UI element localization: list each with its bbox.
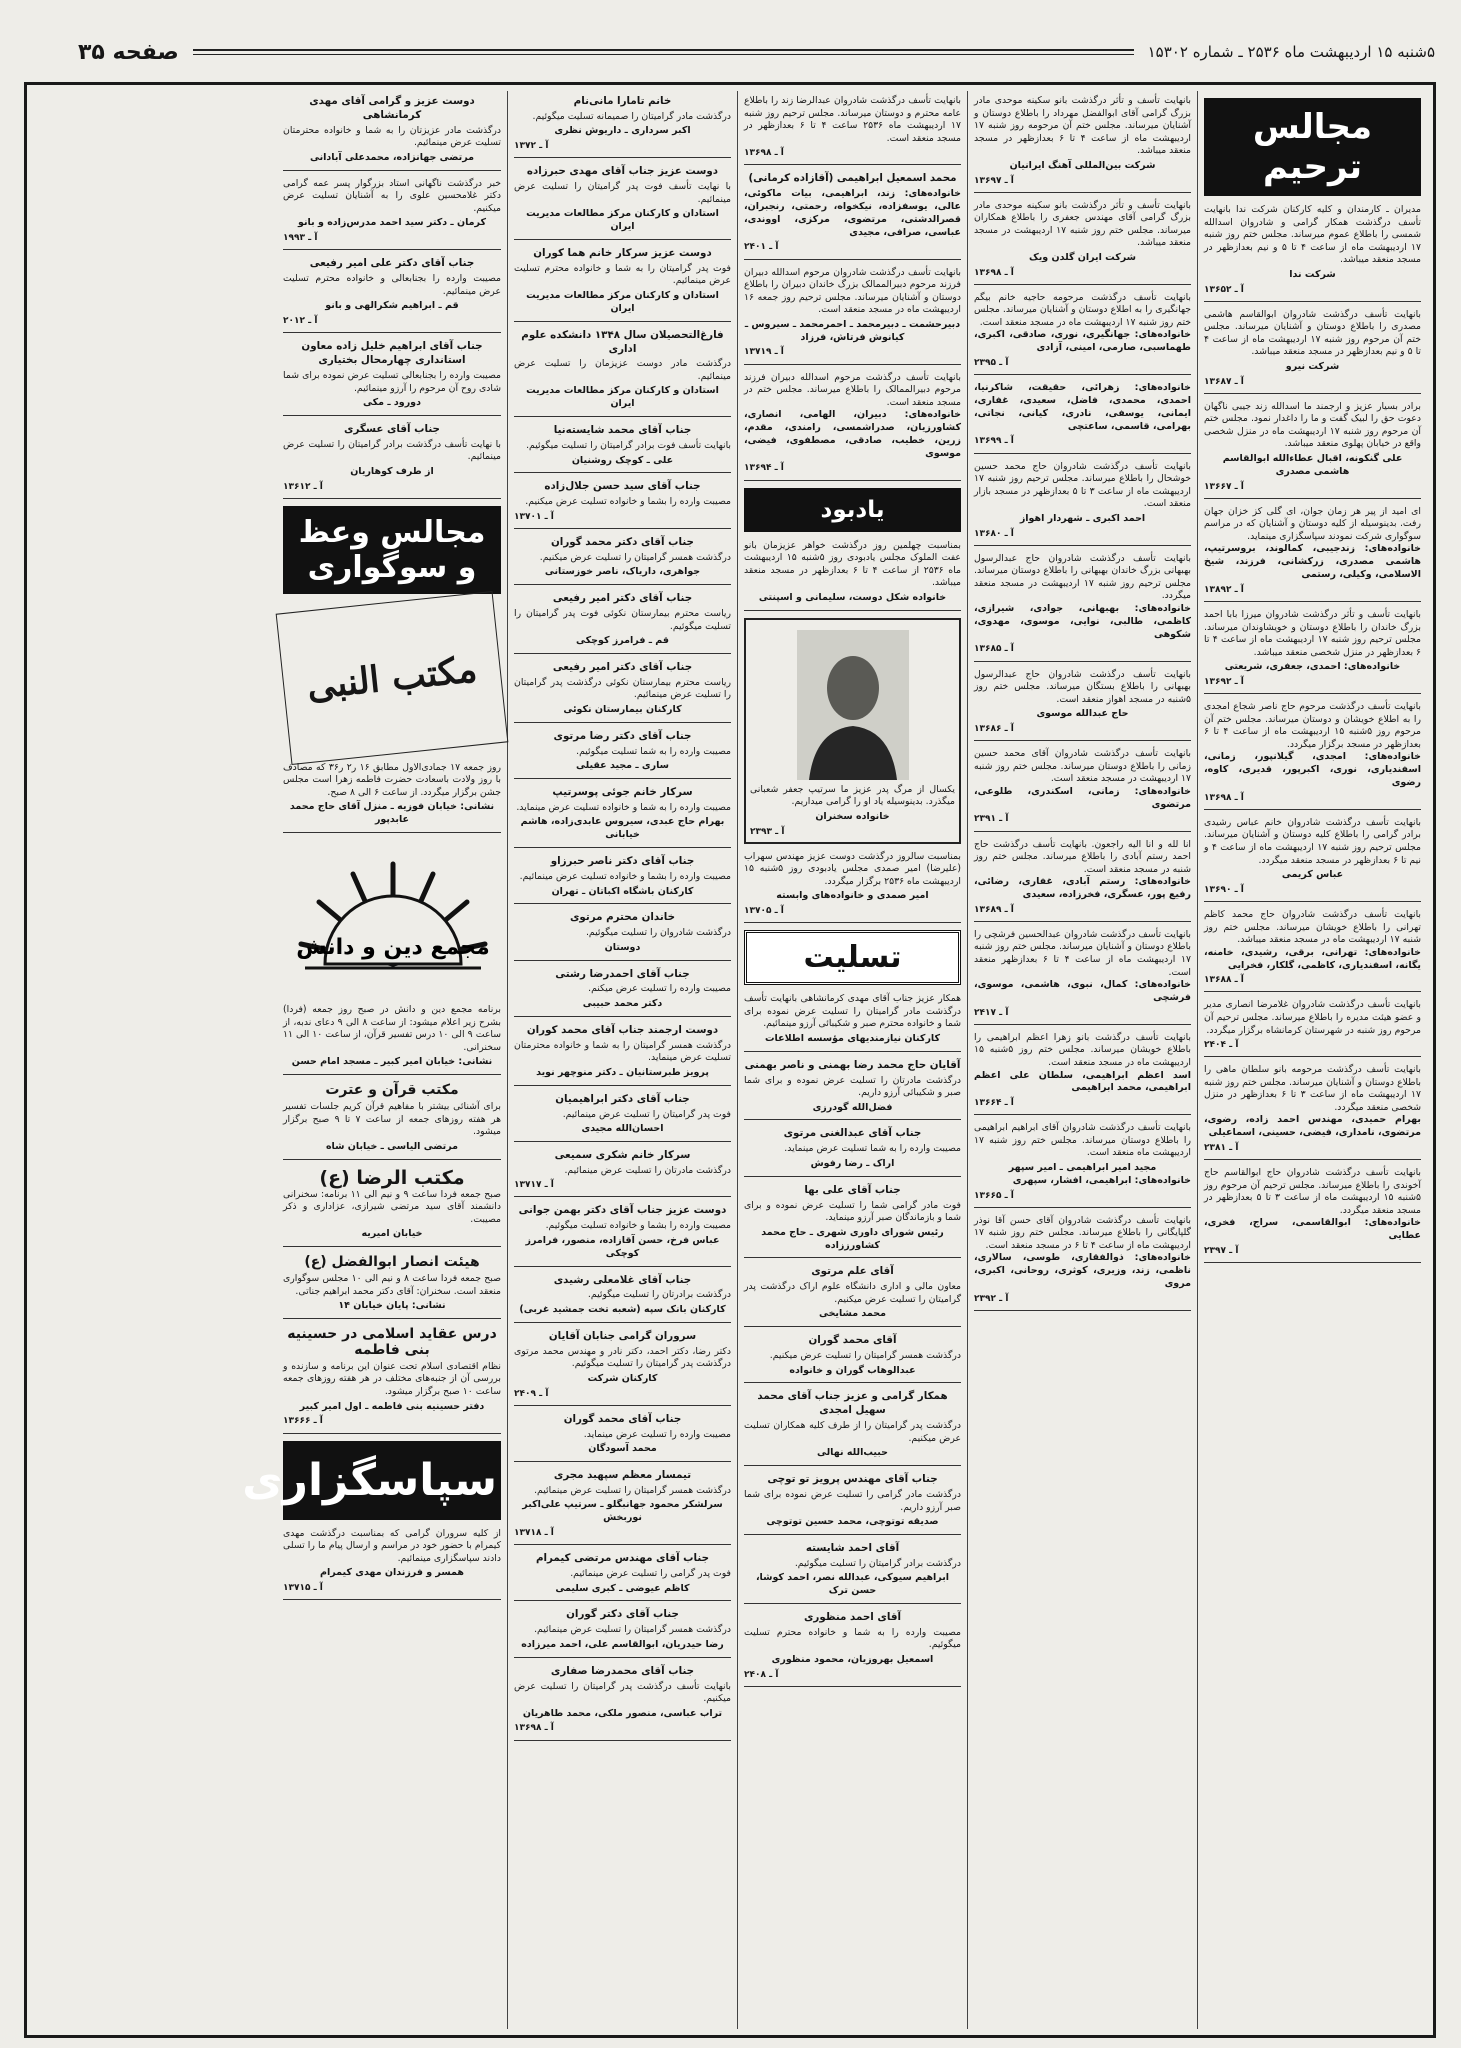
notice: آقای احمد شایسته درگذشت برادر گرامیتان را تسلیت میگوئیم. ابراهیم سیوکی، عبدالله نصر، احمد کوشا، حسن ترک <box>744 1542 961 1604</box>
notice: دوست عزیز جناب آقای مهدی حبرزاده با نهایت تأسف فوت پدر گرامیتان را تسلیت عرض مینمائیم. استادان و کارکنان مرکز مطالعات مدیریت ایران <box>514 165 731 240</box>
notice: سرکار خانم شکری سمیعی درگذشت مادرتان را تسلیت عرض مینمائیم. آ ـ ۱۳۷۱۷ <box>514 1149 731 1198</box>
notice: بانهایت تأسف درگذشت شادروان غلامرضا انصاری مدیر و عضو هیئت مدیره را باطلاع میرساند. مجلس ترحیم آن مرحوم روز شنبه در شهرستان کرمانشاه برگزار میگردد. آ ـ ۲۴۰۴ <box>1204 999 1421 1057</box>
notice: جناب آقای عبدالغنی مرتوی مصیبت وارده را به شما تسلیت عرض مینماید. اراک ـ رضا رفوش <box>744 1127 961 1176</box>
subheading: هیئت انصار ابوالفضل (ع) <box>304 1254 480 1271</box>
notice: جناب آقای دکتر محمد گوران درگذشت همسر گرامیتان را تسلیت عرض میکنیم. جواهری، داریاک، ناصر خوزستانی <box>514 536 731 585</box>
notice: آقای احمد منظوری مصیبت وارده را به شما و خانواده محترم تسلیت میگوئیم. اسمعیل بهروزیان، محمود منظوری آ ـ ۲۴۰۸ <box>744 1611 961 1687</box>
notice: جناب آقای عسگری با نهایت تأسف درگذشت برادر گرامیتان را تسلیت عرض مینمائیم. از طرف کوهاریان آ ـ ۱۳۶۱۲ <box>283 423 501 499</box>
column-3 <box>737 91 967 2029</box>
page-header <box>78 30 1435 74</box>
notice: جناب آقای دکتر امیر رفیعی ریاست محترم بیمارستان نکوئی درگذشت پدر گرامیتان را تسلیت عرض مینمائیم. کارکنان بیمارستان نکوئی <box>514 661 731 723</box>
notice: جناب آقای محمد شایسته‌نیا بانهایت تأسف فوت برادر گرامیتان را تسلیت میگوئیم. علی ـ کوچک روشنیان <box>514 424 731 473</box>
column-1 <box>1197 91 1427 2029</box>
notice: جناب آقای دکتر رضا مرتوی مصیبت وارده را به شما تسلیت میگوئیم. ساری ـ مجید عقیلی <box>514 730 731 779</box>
portrait-photo <box>797 630 909 780</box>
notice: بانهایت تأسف درگذشت شادروان آقای حسن آقا نوذر گلپایگانی را باطلاع میرساند. مجلس ختم روز شنبه ۱۷ اردیبهشت ماه از ساعت ۴ تا ۶ در مسجد منعقد است. خانواده‌های: ذوالفقاری، طوسی، سالاری، ناظمی، زند، وزیری، کوثری، روحانی، اکبری، مروی آ ـ ۲۳۹۲ <box>974 1215 1191 1311</box>
notice: بانهایت تأسف و تأثر درگذشت بانو سکینه موحدی مادر بزرگ گرامی آقای مهندس جعفری را باطلاع همکاران میرساند. مجلس ختم روز شنبه ۱۷ اردیبهشت در مسجد منعقد میباشد. شرکت ایران گلدن ویک آ ـ ۱۳۶۹۸ <box>974 200 1191 285</box>
notice: بانهایت تأسف درگذشت بانو زهرا اعظم ابراهیمی را باطلاع خویشان میرساند. مجلس ختم روز ۵شنبه ۱۵ اردیبهشت ماه در مسجد منعقد است. اسد اعظم ابراهیمی، سلطان علی اعظم ابراهیمی، محمد ابراهیمی آ ـ ۱۳۶۶۴ <box>974 1032 1191 1115</box>
notice: دوست عزیز جناب آقای دکتر بهمن جوانی مصیبت وارده را بشما و خانواده تسلیت میگوئیم. عباس فرخ، حسن آقازاده، منصور، فرامرز کوچکی <box>514 1204 731 1266</box>
notice: بانهایت تأسف درگذشت مرحوم اسدالله دبیران فرزند مرحوم دبیرالممالک را باطلاع میرساند. مجلس ختم در مسجد منعقد است. خانواده‌های: دبیران، الهامی، انصاری، کشاورزیان، صدراشمسی، رامندی، مقدم، زرین، خطیب، صادقی، مصطفوی، فیضی، موسوی آ ـ ۱۳۶۹۴ <box>744 372 961 481</box>
notice: فارغ‌التحصیلان سال ۱۳۴۸ دانشکده علوم اداری درگذشت مادر دوست عزیزمان را تسلیت عرض مینمائیم. استادان و کارکنان مرکز مطالعات مدیریت ایران <box>514 329 731 418</box>
notice: آقای محمد گوران درگذشت همسر گرامیتان را تسلیت عرض میکنیم. عبدالوهاب گوران و خانواده <box>744 1334 961 1383</box>
notice: انا لله و انا الیه راجعون. بانهایت تأسف درگذشت حاج احمد رستم آبادی را باطلاع میرساند. مجلس ختم روز شنبه در مسجد منعقد است. خانواده‌های: رستم آبادی، غفاری، رضائی، رفیع پور، عسگری، فخرزاده، سعیدی آ ـ ۱۳۶۸۹ <box>974 839 1191 922</box>
notice: محمد اسمعیل ابراهیمی (آقازاده کرمانی) خانواده‌های: زند، ابراهیمی، بیات ماکوئی، عالی، یوسفزاده، نیکخواه، رحمتی، رنجبران، قصرالدشتی، مرتضوی، مرکزی، اووندی، عباسی، صرافی، مجیدی آ ـ ۲۴۰۱ <box>744 172 961 259</box>
notice: بانهایت تأسف درگذشت شادروان آقای محمد حسین زمانی را باطلاع دوستان میرساند. مجلس ختم روز شنبه ۱۷ اردیبهشت در مسجد منعقد است. خانواده‌های: زمانی، اسکندری، طلوعی، مرتضوی آ ـ ۲۳۹۱ <box>974 748 1191 831</box>
notice: بانهایت تأسف درگذشت مرحومه بانو سلطان ماهی را باطلاع دوستان و آشنایان میرساند. مجلس ختم روز شنبه ۱۷ اردیبهشت ماه از ساعت ۳ تا ۶ بعدازظهر در منزل شخصی منعقد میگردد. بهرام حمیدی، مهندس احمد زاده، رضوی، مرتضوی، نامداری، فیضی، حسینی، اسماعیلی آ ـ ۲۳۸۱ <box>1204 1064 1421 1160</box>
notice: خبر درگذشت ناگهانی استاد بزرگوار پسر عمه گرامی دکتر غلامحسین علوی را به آشنایان تسلیت عرض میکنیم. کرمان ـ دکتر سید احمد مدرس‌زاده و بانو آ ـ ۱۹۹۳ <box>283 178 501 251</box>
notice: مدیران ـ کارمندان و کلیه کارکنان شرکت ندا بانهایت تأسف درگذشت همکار گرامی و شادروان اسدالله شمسی را باطلاع عموم میرساند. مجلس ختم روز شنبه ۱۷ اردیبهشت ماه از ساعت ۴ تا ۵ و نیم بعدازظهر در مسجد منعقد میباشد. شرکت ندا آ ـ ۱۳۶۵۲ <box>1204 204 1421 302</box>
page-number: صفحه ۳۵ <box>78 39 179 65</box>
notice: جناب آقای دکتر ناصر حبرزاو مصیبت وارده را بشما و خانواده تسلیت عرض مینمائیم. کارکنان باشگاه اکباتان ـ تهران <box>514 855 731 904</box>
section-banner-majales-tarhim: مجالس ترحیم <box>1204 98 1421 196</box>
notice: بمناسبت سالروز درگذشت دوست عزیز مهندس سهراب (علیرضا) امیر صمدی مجلس یادبودی روز ۵شنبه ۱۵ اردیبهشت ماه ۲۵۳۶ برگزار میگردد. امیر صمدی و خانواده‌های وابسته آ ـ ۱۳۷۰۵ <box>744 851 961 924</box>
subheading: مکتب الرضا (ع) <box>319 1166 465 1189</box>
notice: نظام اقتصادی اسلام تحت عنوان این برنامه و سازنده و بررسی آن از جنبه‌های مختلف در هر هفته روزهای جمعه ساعت ۱۰ صبح برگزار میشود. دفتر حسینیه بنی فاطمه ـ اول امیر کبیر آ ـ ۱۳۶۶۶ <box>283 1361 501 1434</box>
notice: روز جمعه ۱۷ جمادی‌الاول مطابق ۱۶ ر۲ ر۳۶ که مصادف با روز ولادت باسعادت حضرت فاطمه زهرا است مجلس جشن برگزار میگردد. از ساعت ۶ الی ۸ صبح. نشانی: خیابان فوزیه ـ منزل آقای حاج محمد عابدپور <box>283 762 501 833</box>
notice: سرکار خانم جوئی پوسرتیپ مصیبت وارده را به شما و خانواده تسلیت عرض مینماید. بهرام حاج عبدی، سیروس عابدی‌زاده، هاشم خیابانی <box>514 786 731 848</box>
notice: ای امید از پیر هر زمان جوان، ای گلی کز خزان جهان رفت. بدینوسیله از کلیه دوستان و آشنایان که در مراسم سوگواری شرکت نمودند سپاسگزاری مینماید. خانواده‌های: زندجیبی، کمالوند، بروسرتیپ، هاشمی مصدری، زرکشانی، فرزند، شیخ الاسلامی، وکیلی، رستمی آ ـ ۱۳۸۹۲ <box>1204 506 1421 602</box>
notice: جناب آقای سید حسن جلال‌زاده مصیبت وارده را بشما و خانواده تسلیت عرض میکنیم. آ ـ ۱۳۷۰۱ <box>514 480 731 529</box>
memorial-photo-notice: یکسال از مرگ پدر عزیز ما سرتیپ جعفر شعبانی میگذرد. بدینوسیله یاد او را گرامی میداریم. خانواده سخنران آ ـ ۲۳۹۳ <box>744 618 961 844</box>
notice: از کلیه سروران گرامی که بمناسبت درگذشت مهدی کیمرام با حضور خود در مراسم و ارسال پیام ما را تسلی دادند سپاسگزاری مینمائیم. همسر و فرزندان مهدی کیمرام آ ـ ۱۳۷۱۵ <box>283 1528 501 1601</box>
notice: دوست ارجمند جناب آقای محمد کوران درگذشت همسر گرامیتان را به شما و خانواده محترمتان تسلیت عرض مینماید. پرویز طبرستانیان ـ دکتر منوچهر نوید <box>514 1024 731 1086</box>
page-frame <box>24 82 1436 2038</box>
notice: بانهایت تأسف درگذشت شادروان آقای ابراهیم ابراهیمی را باطلاع دوستان میرساند. مجلس ختم روز شنبه ۱۷ اردیبهشت ماه منعقد است. مجید امیر ابراهیمی ـ امیر سپهر خانواده‌های: ابراهیمی، افشار، سپهری آ ـ ۱۳۶۶۵ <box>974 1122 1191 1207</box>
notice: جناب آقای مهندس مرتضی کیمرام فوت پدر گرامی را تسلیت عرض مینمائیم. کاظم عیوضی ـ کبری سلیمی <box>514 1552 731 1601</box>
notice: بانهایت تأسف درگذشت شادروان ابوالقاسم هاشمی مصدری را باطلاع دوستان و آشنایان میرساند. مجلس ختم آن مرحوم روز شنبه ۱۷ اردیبهشت ماه از ساعت ۴ تا ۵ و نیم بعدازظهر در مسجد منعقد میباشد. شرکت نیرو آ ـ ۱۳۶۸۷ <box>1204 309 1421 394</box>
notice: برادر بسیار عزیز و ارجمند ما اسدالله زند جیبی ناگهان دعوت حق را لبیک گفت و ما را داغدار نمود. مجلس ختم آن مرحوم روز شنبه ۱۷ اردیبهشت ماه در منزل شخصی واقع در خیابان پهلوی منعقد میباشد. علی گنکونه، اقبال عطاءالله ابوالقاسم هاشمی مصدری آ ـ ۱۳۶۶۷ <box>1204 401 1421 499</box>
notice: دوست عزیز سرکار خانم هما کوران فوت پدر گرامیتان را به شما و خانواده محترم تسلیت عرض مینمائیم. استادان و کارکنان مرکز مطالعات مدیریت ایران <box>514 247 731 322</box>
notice: تیمسار معظم سپهبد مجری درگذشت همسر گرامیتان را تسلیت عرض مینمائیم. سرلشکر محمود جهانبگلو ـ سرتیپ علی‌اکبر نوربخش آ ـ ۱۳۷۱۸ <box>514 1469 731 1545</box>
notice: بانهایت تأسف و تأثر درگذشت بانو سکینه موحدی مادر بزرگ گرامی آقای ابوالفضل مهرداد را باطلاع دوستان و آشنایان میرساند. مجلس ختم آن مرحومه روز شنبه ۱۷ اردیبهشت ماه از ساعت ۴ تا ۶ بعدازظهر در مسجد منعقد میباشد. شرکت بین‌المللی آهنگ ایرانیان آ ـ ۱۳۶۹۷ <box>974 95 1191 193</box>
notice: جناب آقای علی بها فوت مادر گرامی شما را تسلیت عرض نموده و برای شما و بازماندگان صبر آرزو مینماید. رئیس شورای داوری شهری ـ حاج محمد کشاورززاده <box>744 1184 961 1259</box>
notice: بانهایت تأسف درگذشت مرحومه حاجیه خانم بیگم جهانگیری را به اطلاع دوستان و آشنایان میرساند. مجلس ختم روز شنبه ۱۷ اردیبهشت ماه در مسجد منعقد است. خانواده‌های: جهانگیری، نوری، صادقی، اکبری، طهماسبی، صارمی، امینی، آزادی آ ـ ۲۳۹۵ <box>974 292 1191 375</box>
emblem-title: مجمع دین و دانش <box>296 935 490 961</box>
column-5 <box>242 91 507 2029</box>
notice: جناب آقای دکتر علی امیر رفیعی مصیبت وارده را بجنابعالی و خانواده محترم تسلیت عرض مینمائیم. قم ـ ابراهیم شکرالهی و بانو آ ـ ۲۰۱۲ <box>283 257 501 333</box>
notice: جناب آقای محمدرضا صفاری بانهایت تأسف درگذشت پدر گرامیتان را تسلیت عرض میکنیم. تراب عباسی، منصور ملکی، محمد طاهریان آ ـ ۱۳۶۹۸ <box>514 1665 731 1741</box>
notice: بانهایت تأسف درگذشت شادروان عبدالحسین فرشچی را باطلاع دوستان و آشنایان میرساند. مجلس ختم روز شنبه ۱۷ اردیبهشت ماه از ساعت ۴ تا ۶ بعدازظهر منعقد است. خانواده‌های: کمال، نبوی، هاشمی، موسوی، فرشچی آ ـ ۲۴۱۷ <box>974 929 1191 1025</box>
column-4 <box>507 91 737 2029</box>
notice: بانهایت تأسف درگذشت شادروان عبدالرضا زند را باطلاع عامه محترم و دوستان میرساند. مجلس ترحیم روز شنبه ۱۷ اردیبهشت ماه ۲۵۳۶ ساعت ۴ تا ۶ بعدازظهر در مسجد منعقد است. آ ـ ۱۳۶۹۸ <box>744 95 961 165</box>
notice: بانهایت تأسف درگذشت شادروان حاج ابوالقاسم حاج آخوندی را باطلاع میرساند. مجلس ترحیم آن مرحوم روز ۵شنبه ۱۵ اردیبهشت ماه از ساعت ۳ تا ۵ بعدازظهر در مسجد منعقد میگردد. خانواده‌های: ابوالقاسمی، سراج، فخری، عطایی آ ـ ۲۳۹۷ <box>1204 1167 1421 1263</box>
notice: بانهایت تأسف درگذشت شادروان مرحوم اسدالله دبیران فرزند مرحوم دبیرالممالک بزرگ خاندان دبیران را باطلاع دوستان و آشنایان میرساند. مجلس ترحیم روز جمعه ۱۶ اردیبهشت ماه در مسجد منعقد است. دبیرحشمت ـ دبیرمحمد ـ احمرمحمد ـ سیروس ـ کیانوش فرتاش، فرزاد آ ـ ۱۳۷۱۹ <box>744 267 961 365</box>
notice: جناب آقای ابراهیم خلیل‌ زاده معاون استانداری چهارمحال بختیاری مصیبت وارده را بجنابعالی تسلیت عرض نموده برای شما شادی روح آن مرحوم را آرزو مینمائیم. دورود ـ مکی <box>283 340 501 416</box>
notice: بانهایت تأسف درگذشت شادروان خانم عباس رشیدی برادر گرامی را باطلاع کلیه دوستان و آشنایان میرساند. مجلس ترحیم روز شنبه ۱۷ اردیبهشت ماه از ساعت ۴ و نیم تا ۶ بعدازظهر در مسجد منعقد میگردد. عباس کریمی آ ـ ۱۳۶۹۰ <box>1204 817 1421 902</box>
notice: بانهایت تأسف درگذشت شادروان حاج عبدالرسول بهبهانی بزرگ خاندان بهبهانی را باطلاع دوستان میرساند. مجلس ترحیم روز شنبه ۱۷ اردیبهشت در مسجد منعقد میگردد. خانواده‌های: بهبهانی، جوادی، شیرازی، کاظمی، طالبی، نوایی، موسوی، مهدوی، شکوهی آ ـ ۱۳۶۸۵ <box>974 553 1191 662</box>
calligraphy-logo: مکتب النبی <box>276 591 509 765</box>
section-banner-yadbood: یادبود <box>744 488 961 532</box>
section-banner-sepasgozari: سپاسگزاری <box>283 1441 501 1520</box>
notice: دوست عزیز و گرامی آقای مهدی کرمانشاهی درگذشت مادر عزیزتان را به شما و خانواده محترمتان تسلیت عرض مینمائیم. مرتضی جهانزاده، محمدعلی آبادانی <box>283 95 501 171</box>
section-banner-vaz-sogvari: مجالس وعظ و سوگواری <box>283 506 501 594</box>
notice: بانهایت تأسف درگذشت شادروان حاج محمد کاظم تهرانی را باطلاع خویشان میرساند. مجلس ختم روز شنبه ۱۷ اردیبهشت ماه در مسجد منعقد میباشد. خانواده‌های: تهرانی، برقی، رشیدی، خامنه، یگانه، اسفندیاری، کاظمی، گلکار، فخرایی آ ـ ۱۳۶۸۸ <box>1204 909 1421 992</box>
notice: جناب آقای دکتر امیر رفیعی ریاست محترم بیمارستان نکوئی فوت پدر گرامیتان را تسلیت میگوئیم. قم ـ فرامرز کوچکی <box>514 592 731 654</box>
notice: جناب آقای دکتر گوران درگذشت همسر گرامیتان را تسلیت عرض مینمائیم. رضا حیدریان، ابوالقاسم علی، احمد میرزاده <box>514 1608 731 1657</box>
notice: آقایان حاج محمد رضا بهمنی و ناصر بهمنی درگذشت مادرتان را تسلیت عرض نموده و برای شما صبر و شکیبائی آرزو داریم. فضل‌الله گودرزی <box>744 1059 961 1121</box>
notice: سروران گرامی جنابان آقایان دکتر رضا، دکتر احمد، دکتر نادر و مهندس محمد مرتوی درگذشت پدر گرامیتان را تسلیت میگوئیم. کارکنان شرکت آ ـ ۲۴۰۹ <box>514 1330 731 1406</box>
notice: خاندان محترم مرتوی درگذشت شادروان را تسلیت میگوئیم. دوستان <box>514 911 731 960</box>
notice: بانهایت تأسف درگذشت شادروان حاج عبدالرسول بهبهانی را باطلاع بستگان میرساند. مجلس ختم روز ۵شنبه در مسجد اهواز منعقد است. حاج عبدالله موسوی آ ـ ۱۳۶۸۶ <box>974 669 1191 742</box>
header-rule <box>193 49 1134 55</box>
notice: بانهایت تأسف درگذشت شادروان حاج محمد حسین خوشحال را باطلاع میرساند. مجلس ترحیم روز شنبه ۱۷ اردیبهشت ماه از ساعت ۳ تا ۵ بعدازظهر در مسجد بازار منعقد است. احمد اکبری ـ شهردار اهواز آ ـ ۱۳۶۸۰ <box>974 461 1191 546</box>
section-banner-tasliat: تسلیت <box>744 930 961 985</box>
issue-date: ۵شنبه ۱۵ اردیبهشت ماه ۲۵۳۶ ـ شماره ۱۵۳۰۲ <box>1147 43 1435 61</box>
notice: برنامه مجمع دین و دانش در صبح روز جمعه (فردا) بشرح زیر اعلام میشود: از ساعت ۸ الی ۹ دعای ندبه، از ساعت ۹ الی ۱۰ درس تفسیر قرآن، از ساعت ۱۰ الی ۱۱ سخنرانی. نشانی: خیابان امیر کبیر ـ مسجد امام حسن <box>283 1004 501 1075</box>
notice: خانم تامارا مانی‌نام درگذشت مادر گرامیتان را صمیمانه تسلیت میگوئیم. اکبر سرداری ـ داریوش نظری آ ـ ۱۳۷۲ <box>514 95 731 158</box>
notice: برای آشنائی بیشتر با مفاهیم قرآن کریم جلسات تفسیر هر هفته روزهای جمعه از ساعت ۷ تا ۹ صبح برگزار میشود. مرتضی الیاسی ـ خیابان شاه <box>283 1101 501 1159</box>
subheading: مکتب قرآن و عترت <box>325 1082 459 1099</box>
notice: همکار گرامی و عزیز جناب آقای محمد سهیل امجدی درگذشت پدر گرامیتان را از طرف کلیه همکاران تسلیت عرض میکنیم. حبیب‌الله نهالی <box>744 1390 961 1466</box>
notice: همکار عزیز جناب آقای مهدی کرمانشاهی بانهایت تأسف درگذشت مادر گرامیتان را تسلیت عرض نموده برای شما و خانواده محترم صبر و شکیبائی آرزو مینمائیم. کارکنان نیازمندیهای مؤسسه اطلاعات <box>744 993 961 1051</box>
notice: بمناسبت چهلمین روز درگذشت خواهر عزیزمان بانو عفت الملوک مجلس یادبودی روز ۵شنبه ۱۵ اردیبهشت ماه ۲۵۳۶ از ساعت ۴ تا ۶ بعدازظهر در مسجد منعقد میباشد. خانواده شکل دوست، سلیمانی و اسپنتی <box>744 540 961 611</box>
column-2 <box>967 91 1197 2029</box>
notice: بانهایت تأسف و تأثر درگذشت شادروان میرزا بابا احمد بزرگ خاندان را باطلاع دوستان و خویشاوندان میرساند. مجلس ترحیم روز شنبه ۱۷ اردیبهشت ماه از ساعت ۴ تا ۶ بعدازظهر در منزل شخصی منعقد میباشد. خانواده‌های: احمدی، جعفری، شریعتی آ ـ ۱۳۶۹۲ <box>1204 609 1421 694</box>
notice: بانهایت تأسف درگذشت مرحوم حاج ناصر شجاع امجدی را به اطلاع خویشان و دوستان میرساند. مجلس ختم آن مرحوم روز ۵شنبه ۱۵ اردیبهشت ماه از ساعت ۴ تا ۶ بعدازظهر در مسجد برگزار میگردد. خانواده‌های: امجدی، گیلانپور، زمانی، اسفندیاری، نوری، اکبرپور، قدیری، کاوه، رضوی آ ـ ۱۳۶۹۸ <box>1204 701 1421 810</box>
notice: صبح جمعه فردا ساعت ۸ و نیم الی ۱۰ مجلس سوگواری منعقد است. سخنران: آقای دکتر محمد ابراهیم جناتی. نشانی: پایان خیابان ۱۴ <box>283 1273 501 1319</box>
notice: جناب آقای غلامعلی رشیدی درگذشت برادرتان را تسلیت میگوئیم. کارکنان بانک سپه (شعبه تخت جمشید غربی) <box>514 1274 731 1323</box>
subheading: درس عقاید اسلامی در حسینیه بنی فاطمه <box>287 1325 497 1358</box>
notice: جناب آقای دکتر ابراهیمیان فوت پدر گرامیتان را تسلیت عرض مینمائیم. احسان‌الله مجیدی <box>514 1093 731 1142</box>
notice: صبح جمعه فردا ساعت ۹ و نیم الی ۱۱ برنامه: سخنرانی دانشمند آقای سید مرتضی شیرازی، عزاداری و ذکر مصیبت. خیابان امیریه <box>283 1189 501 1247</box>
notice: خانواده‌های: زهرائی، حقیقت، شاکرنیا، احمدی، محمدی، فاضل، سعیدی، غفاری، ایمانی، یوسفی، نادری، کیانی، نجاتی، بهرامی، قاسمی، ساعتچی آ ـ ۱۳۶۹۹ <box>974 382 1191 453</box>
notice: آقای علم مرتوی معاون مالی و اداری دانشگاه علوم اراک درگذشت پدر گرامیتان را تسلیت عرض میکنیم. محمد مشایخی <box>744 1265 961 1327</box>
notice: جناب آقای احمدرضا رشتی مصیبت وارده را تسلیت عرض میکنم. دکتر محمد حبیبی <box>514 968 731 1017</box>
sunburst-emblem <box>285 844 501 994</box>
notice: جناب آقای محمد گوران مصیبت وارده را تسلیت عرض مینماید. محمد آسودگان <box>514 1413 731 1462</box>
notice: جناب آقای مهندس پرویز تو توچی درگذشت مادر گرامی را تسلیت عرض نموده برای شما صبر آرزو داریم. صدیقه توتوچی، محمد حسین توتوچی <box>744 1473 961 1535</box>
